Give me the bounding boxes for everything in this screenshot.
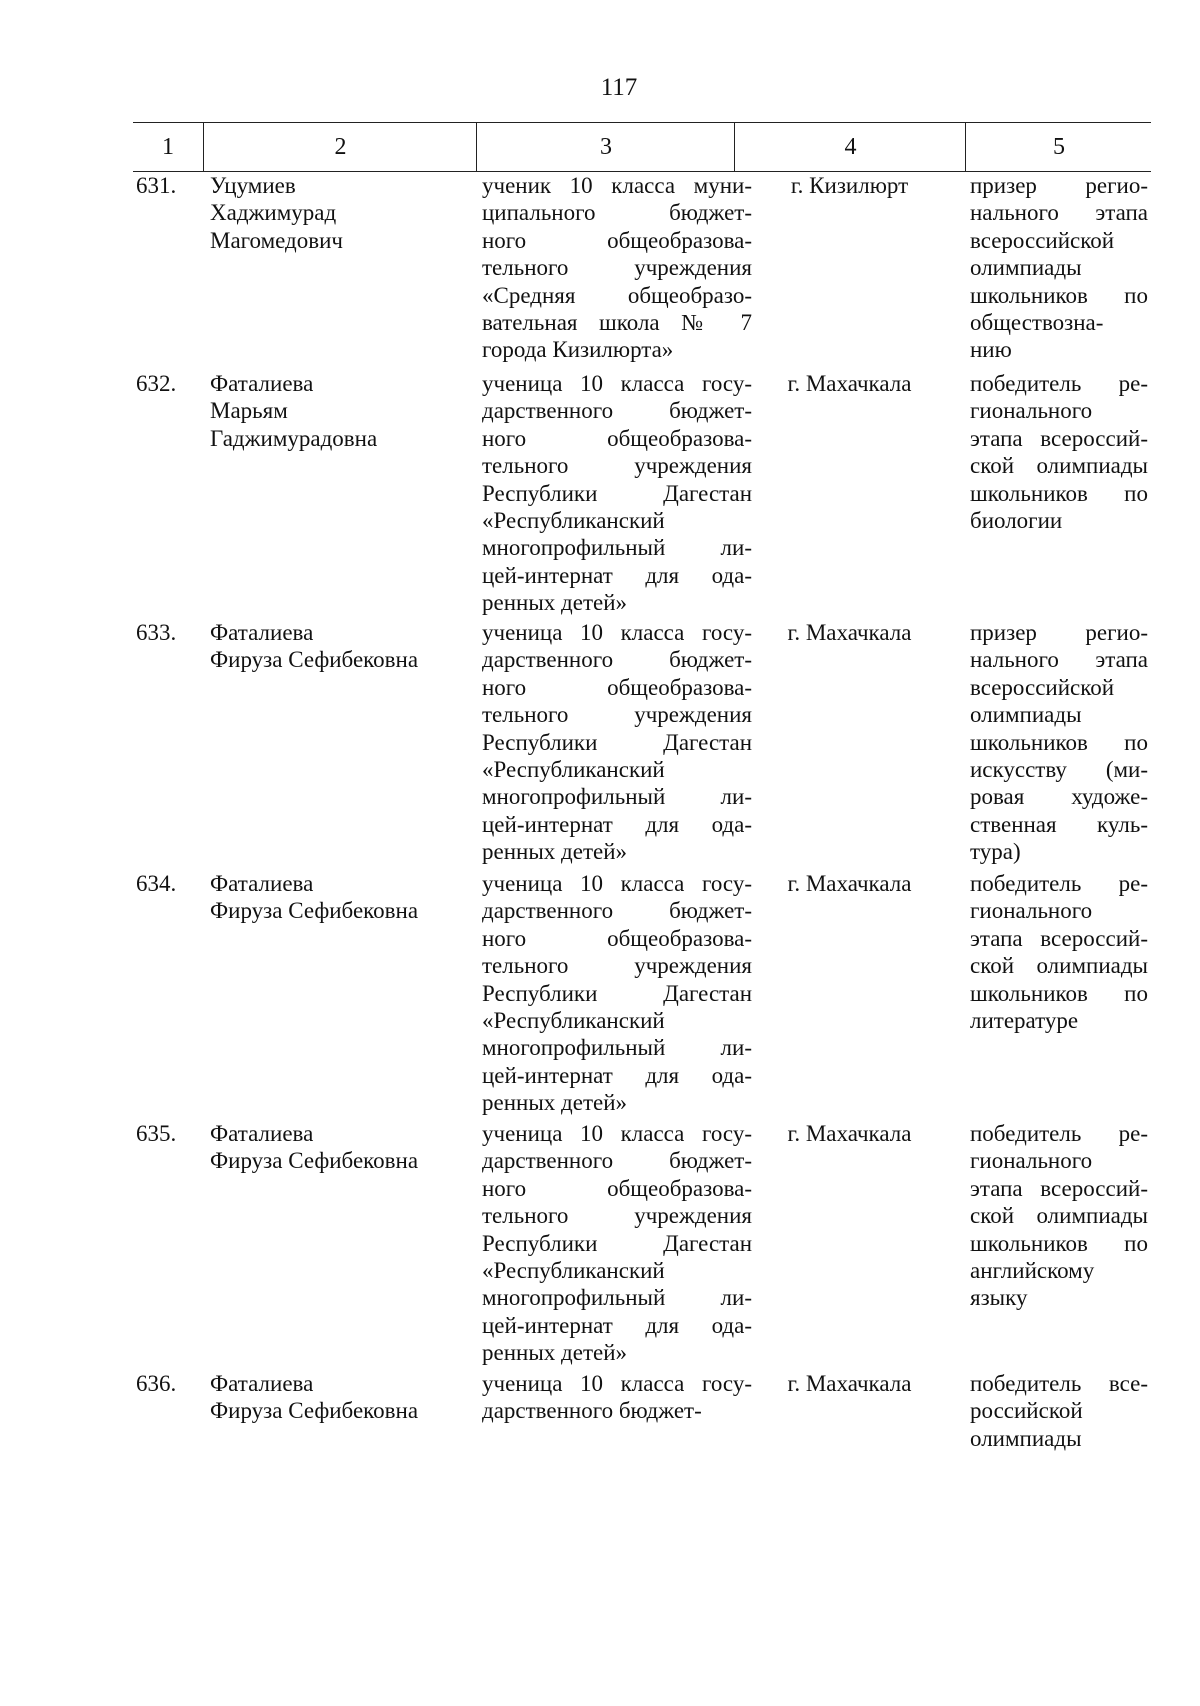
award-line: школьников по bbox=[970, 480, 1148, 506]
institution-line: Республики Дагестан bbox=[482, 980, 752, 1006]
award-line: олимпиады bbox=[970, 702, 1082, 728]
award-line: победитель ре- bbox=[970, 1121, 1148, 1146]
award-line: ской олимпиады bbox=[970, 1203, 1148, 1229]
award-line: ской олимпиады bbox=[970, 453, 1148, 479]
institution-line: ученик 10 класса муни- bbox=[482, 173, 752, 198]
institution-line: дарственного бюджет- bbox=[482, 647, 752, 673]
award bbox=[970, 1370, 1148, 1452]
award-line: призер регио- bbox=[970, 173, 1148, 198]
name-line: Фаталиева bbox=[210, 871, 314, 896]
city: г. Махачкала bbox=[787, 1371, 912, 1396]
institution-line: ученица 10 класса госу- bbox=[482, 871, 752, 896]
name-line: Фаталиева bbox=[210, 371, 314, 396]
award-line: гионального bbox=[970, 1148, 1093, 1174]
award bbox=[970, 172, 1148, 364]
award-line: обществозна- bbox=[970, 310, 1104, 336]
city: г. Махачкала bbox=[787, 1121, 912, 1146]
row-number: 635. bbox=[136, 1121, 177, 1146]
name-line: Гаджимурадовна bbox=[210, 425, 378, 451]
institution-line: Республики Дагестан bbox=[482, 1230, 752, 1256]
institution-line: многопрофильный ли- bbox=[482, 1285, 752, 1311]
institution-line: ренных детей» bbox=[482, 1340, 628, 1366]
row-number: 631. bbox=[136, 173, 177, 198]
institution-line: дарственного бюджет- bbox=[482, 1398, 702, 1424]
award-line: тура) bbox=[970, 839, 1021, 865]
row-number: 633. bbox=[136, 620, 177, 645]
name-line: Фаталиева bbox=[210, 1121, 314, 1146]
award bbox=[970, 619, 1148, 866]
award-line: нального этапа bbox=[970, 200, 1148, 226]
award-line: школьников по bbox=[970, 980, 1148, 1006]
city: г. Кизилюрт bbox=[790, 173, 909, 198]
institution-line: «Республиканский bbox=[482, 1008, 665, 1034]
award-line: олимпиады bbox=[970, 1425, 1082, 1451]
institution-line: тельного учреждения bbox=[482, 953, 752, 979]
page-number: 117 bbox=[600, 74, 638, 101]
award-line: всероссийской bbox=[970, 674, 1115, 700]
institution-line: многопрофильный ли- bbox=[482, 784, 752, 810]
award-line: языку bbox=[970, 1285, 1028, 1311]
award-line: победитель ре- bbox=[970, 871, 1148, 896]
award-line: искусству (ми- bbox=[970, 757, 1148, 783]
award-line: литературе bbox=[970, 1008, 1079, 1034]
column-header-5: 5 bbox=[965, 123, 1152, 171]
award-line: этапа всероссий- bbox=[970, 1175, 1148, 1201]
institution-line: тельного учреждения bbox=[482, 255, 752, 281]
award-line: всероссийской bbox=[970, 227, 1115, 253]
award-line: школьников по bbox=[970, 1230, 1148, 1256]
name-line: Фируза Сефибековна bbox=[210, 1398, 419, 1424]
award-line: олимпиады bbox=[970, 255, 1082, 281]
name-line: Фаталиева bbox=[210, 620, 314, 645]
award-line: гионального bbox=[970, 398, 1093, 424]
institution-line: ного общеобразова- bbox=[482, 1175, 752, 1201]
institution-line: ученица 10 класса госу- bbox=[482, 371, 752, 396]
award bbox=[970, 1120, 1148, 1312]
institution bbox=[482, 619, 752, 866]
award bbox=[970, 870, 1148, 1034]
participant-name bbox=[210, 172, 472, 254]
award-line: школьников по bbox=[970, 729, 1148, 755]
award-line: биологии bbox=[970, 508, 1063, 534]
institution-line: цей-интернат для ода- bbox=[482, 811, 752, 837]
row-number: 634. bbox=[136, 871, 177, 896]
institution-line: «Республиканский bbox=[482, 508, 665, 534]
institution bbox=[482, 172, 752, 364]
city: г. Махачкала bbox=[787, 871, 912, 896]
institution bbox=[482, 870, 752, 1117]
participant-name bbox=[210, 1120, 472, 1175]
institution bbox=[482, 1120, 752, 1367]
name-line: Фируза Сефибековна bbox=[210, 647, 419, 673]
institution-line: дарственного бюджет- bbox=[482, 398, 752, 424]
institution-line: города Кизилюрта» bbox=[482, 337, 674, 363]
institution-line: дарственного бюджет- bbox=[482, 898, 752, 924]
institution-line: «Республиканский bbox=[482, 757, 665, 783]
institution-line: вательная школа № 7 bbox=[482, 310, 752, 336]
city: г. Махачкала bbox=[787, 371, 912, 396]
institution-line: ренных детей» bbox=[482, 590, 628, 616]
institution-line: цей-интернат для ода- bbox=[482, 1312, 752, 1338]
institution-line: ного общеобразова- bbox=[482, 425, 752, 451]
award bbox=[970, 370, 1148, 534]
award-line: нию bbox=[970, 337, 1012, 363]
institution-line: тельного учреждения bbox=[482, 453, 752, 479]
name-line: Марьям bbox=[210, 398, 288, 424]
olympiad-table bbox=[133, 122, 1151, 1451]
institution-line: дарственного бюджет- bbox=[482, 1148, 752, 1174]
column-header-2: 2 bbox=[203, 123, 477, 171]
institution bbox=[482, 1370, 752, 1425]
row-number: 636. bbox=[136, 1371, 177, 1396]
award-line: школьников по bbox=[970, 282, 1148, 308]
institution-line: ного общеобразова- bbox=[482, 925, 752, 951]
institution-line: «Средняя общеобразо- bbox=[482, 282, 752, 308]
award-line: ской олимпиады bbox=[970, 953, 1148, 979]
institution-line: «Республиканский bbox=[482, 1258, 665, 1284]
participant-name bbox=[210, 870, 472, 925]
institution-line: ного общеобразова- bbox=[482, 227, 752, 253]
city: г. Махачкала bbox=[787, 620, 912, 645]
award-line: этапа всероссий- bbox=[970, 425, 1148, 451]
institution-line: тельного учреждения bbox=[482, 1203, 752, 1229]
row-number: 632. bbox=[136, 371, 177, 396]
award-line: призер регио- bbox=[970, 620, 1148, 645]
column-header-1: 1 bbox=[162, 134, 174, 160]
institution-line: многопрофильный ли- bbox=[482, 535, 752, 561]
award-line: этапа всероссий- bbox=[970, 925, 1148, 951]
institution-line: Республики Дагестан bbox=[482, 729, 752, 755]
institution-line: цей-интернат для ода- bbox=[482, 562, 752, 588]
table-header-row bbox=[133, 122, 1151, 172]
award-line: победитель все- bbox=[970, 1371, 1148, 1396]
award-line: гионального bbox=[970, 898, 1093, 924]
award-line: российской bbox=[970, 1398, 1083, 1424]
name-line: Хаджимурад bbox=[210, 200, 337, 226]
participant-name bbox=[210, 1370, 472, 1425]
institution-line: ного общеобразова- bbox=[482, 674, 752, 700]
award-line: ственная куль- bbox=[970, 811, 1148, 837]
name-line: Уцумиев bbox=[210, 173, 296, 198]
name-line: Фируза Сефибековна bbox=[210, 1148, 419, 1174]
name-line: Магомедович bbox=[210, 227, 343, 253]
institution-line: тельного учреждения bbox=[482, 702, 752, 728]
name-line: Фируза Сефибековна bbox=[210, 898, 419, 924]
column-header-3: 3 bbox=[476, 123, 735, 171]
institution-line: многопрофильный ли- bbox=[482, 1035, 752, 1061]
column-header-4: 4 bbox=[734, 123, 966, 171]
award-line: английскому bbox=[970, 1258, 1095, 1284]
institution-line: ученица 10 класса госу- bbox=[482, 1371, 752, 1396]
institution-line: Республики Дагестан bbox=[482, 480, 752, 506]
award-line: ровая художе- bbox=[970, 784, 1148, 810]
institution-line: ципального бюджет- bbox=[482, 200, 752, 226]
participant-name bbox=[210, 619, 472, 674]
award-line: победитель ре- bbox=[970, 371, 1148, 396]
institution-line: ренных детей» bbox=[482, 1090, 628, 1116]
institution bbox=[482, 370, 752, 617]
name-line: Фаталиева bbox=[210, 1371, 314, 1396]
institution-line: цей-интернат для ода- bbox=[482, 1062, 752, 1088]
award-line: нального этапа bbox=[970, 647, 1148, 673]
institution-line: ученица 10 класса госу- bbox=[482, 1121, 752, 1146]
institution-line: ренных детей» bbox=[482, 839, 628, 865]
institution-line: ученица 10 класса госу- bbox=[482, 620, 752, 645]
participant-name bbox=[210, 370, 472, 452]
